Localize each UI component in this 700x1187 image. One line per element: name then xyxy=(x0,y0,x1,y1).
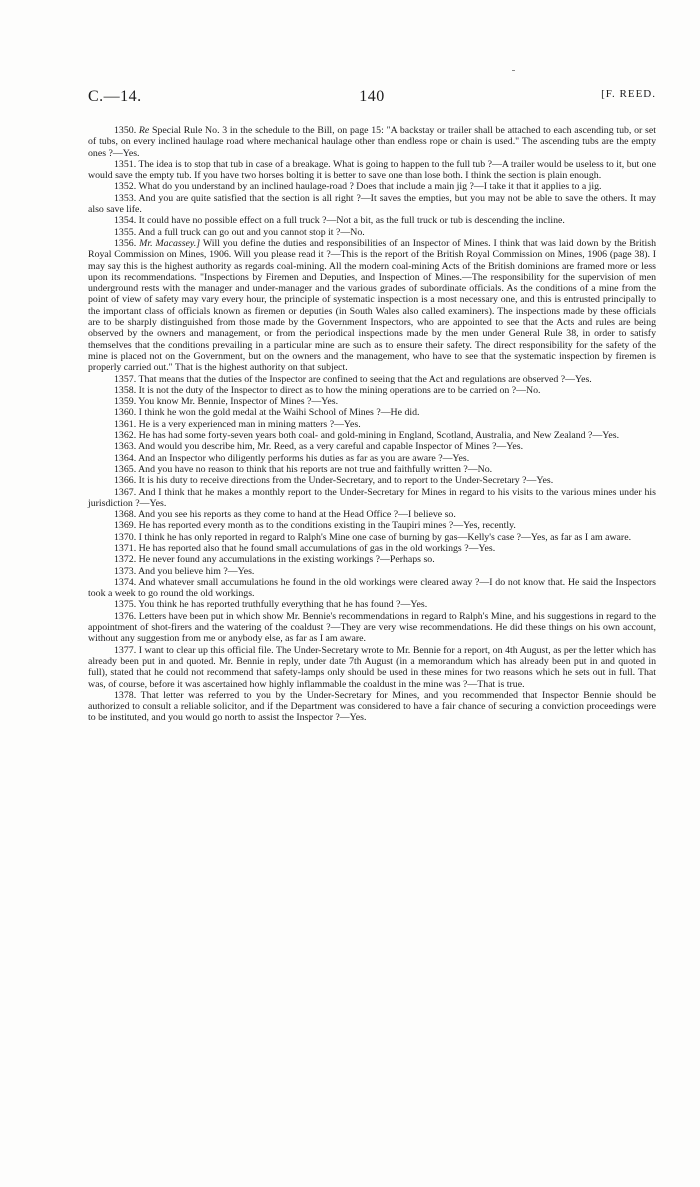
question-number: 1376. xyxy=(114,610,137,622)
question-paragraph xyxy=(88,181,656,192)
witness-name: [F. REED. xyxy=(601,88,656,100)
question-text: It could have no possible effect on a full truck ?—Not a bit, as the full truck or tub is descending the incline. xyxy=(138,215,565,227)
question-paragraph xyxy=(88,577,656,600)
question-number: 1363. xyxy=(114,441,137,453)
question-number: 1354. xyxy=(114,215,137,227)
question-paragraph xyxy=(88,475,656,486)
page-header xyxy=(88,88,656,110)
question-text: He has reported also that he found small accumulations of gas in the old workings ?—Yes. xyxy=(138,542,496,554)
document-body xyxy=(88,125,656,724)
question-paragraph xyxy=(88,385,656,396)
question-number: 1352. xyxy=(114,181,137,193)
question-text: He has had some forty-seven years both coal- and gold-mining in England, Scotland, Australia, and New Zealand ?—Yes. xyxy=(138,430,620,442)
question-paragraph xyxy=(88,690,656,724)
question-number: 1371. xyxy=(114,542,137,554)
question-number: 1355. xyxy=(114,226,137,238)
question-text: What do you understand by an inclined haulage-road ? Does that include a main jig ?—I take it that it applies to a jig. xyxy=(138,181,602,193)
question-text: It is his duty to receive directions from the Under-Secretary, and to report to the Under-Secretary ?—Yes. xyxy=(138,475,554,487)
question-number: 1370. xyxy=(114,531,137,543)
question-number: 1364. xyxy=(114,452,137,464)
question-number: 1359. xyxy=(114,396,137,408)
question-text: I think he has only reported in regard to Ralph's Mine one case of burning by gas—Kelly's case ?—Yes, as far as I am aware. xyxy=(138,531,632,543)
question-number: 1377. xyxy=(114,644,137,656)
question-number: 1353. xyxy=(114,192,137,204)
question-text: Letters have been put in which show Mr. Bennie's recommendations in regard to Ralph's Mine, and his suggestions in regard to the appointment of shot-firers and the watering of the coaldust ?—They are very wise recommendations. He did these things on his own account, without any suggestion from me or anybody else, as far as I am aware. xyxy=(88,610,656,645)
question-text: He has reported every month as to the conditions existing in the Taupiri mines ?—Yes, recently. xyxy=(138,520,516,532)
question-paragraph xyxy=(88,464,656,475)
page-number: 140 xyxy=(359,88,385,105)
question-text: And would you describe him, Mr. Reed, as a very careful and capable Inspector of Mines ?—Yes. xyxy=(138,441,524,453)
question-paragraph xyxy=(88,566,656,577)
question-paragraph xyxy=(88,487,656,510)
question-paragraph xyxy=(88,599,656,610)
question-number: 1373. xyxy=(114,565,137,577)
question-paragraph xyxy=(88,611,656,645)
question-paragraph xyxy=(88,374,656,385)
question-text: It is not the duty of the Inspector to direct as to how the mining operations are to be carried on ?—No. xyxy=(138,384,541,396)
question-paragraph xyxy=(88,125,656,159)
question-paragraph xyxy=(88,509,656,520)
scan-speck xyxy=(512,70,515,71)
question-paragraph xyxy=(88,453,656,464)
question-paragraph xyxy=(88,441,656,452)
question-text: I want to clear up this official file. The Under-Secretary wrote to Mr. Bennie for a report, on 4th August, as per the letter which has already been put in and quoted. Mr. Bennie in reply, under date 7th August (in a memorandum which has already been put in and quoted in full), stated that he could not recommend that safety-lamps only should be used in these mines for two reasons which he sets out in full. That was, of course, before it was ascertained how highly inflammable the coaldust in the mine was ?—That is true. xyxy=(88,644,656,690)
question-text: The idea is to stop that tub in case of a breakage. What is going to happen to the full tub ?—A trailer would be useless to it, but one would save the empty tub. If you have two horses bolting it is better to save one than lose both. I think the section is plain enough. xyxy=(88,158,656,182)
question-text: You think he has reported truthfully everything that he has found ?—Yes. xyxy=(138,599,428,611)
question-number: 1367. xyxy=(114,486,137,498)
question-text: That letter was referred to you by the Under-Secretary for Mines, and you recommended that Inspector Bennie should be authorized to consult a reliable solicitor, and if the Department was considered to have a fair chance of securing a conviction proceedings were to be instituted, and you would go north to assist the Inspector ?—Yes. xyxy=(88,689,656,724)
question-number: 1368. xyxy=(114,509,137,521)
question-number: 1366. xyxy=(114,475,137,487)
question-text: And you see his reports as they come to hand at the Head Office ?—I believe so. xyxy=(138,509,456,521)
question-text: And a full truck can go out and you cannot stop it ?—No. xyxy=(138,226,365,238)
question-number: 1356. xyxy=(114,237,137,249)
question-number: 1361. xyxy=(114,418,137,430)
question-number: 1357. xyxy=(114,373,137,385)
question-paragraph xyxy=(88,159,656,182)
question-paragraph xyxy=(88,193,656,216)
question-number: 1372. xyxy=(114,554,137,566)
question-number: 1378. xyxy=(114,689,137,701)
question-text: And you are quite satisfied that the section is all right ?—It saves the empties, but you may not be able to save the others. It may also save life. xyxy=(88,192,656,216)
question-paragraph xyxy=(88,430,656,441)
question-number: 1360. xyxy=(114,407,137,419)
question-paragraph xyxy=(88,215,656,226)
question-text: He never found any accumulations in the existing workings ?—Perhaps so. xyxy=(138,554,435,566)
question-text: And an Inspector who diligently performs his duties as far as you are aware ?—Yes. xyxy=(138,452,470,464)
question-number: 1375. xyxy=(114,599,137,611)
question-paragraph xyxy=(88,238,656,374)
question-text: Special Rule No. 3 in the schedule to the Bill, on page 15: "A backstay or trailer shall be attached to each ascending tub, or set of tubs, on every inclined haulage road where mechanical haulage other than endless rope or chain is used." The ascending tubs are the empty ones ?—Yes. xyxy=(88,125,656,159)
question-paragraph xyxy=(88,407,656,418)
question-paragraph xyxy=(88,419,656,430)
question-number: 1369. xyxy=(114,520,137,532)
document-reference: C.—14. xyxy=(88,88,142,105)
question-text: He is a very experienced man in mining matters ?—Yes. xyxy=(138,418,361,430)
question-text: You know Mr. Bennie, Inspector of Mines ?—Yes. xyxy=(138,396,339,408)
question-number: 1358. xyxy=(114,384,137,396)
question-text: And whatever small accumulations he found in the old workings were cleared away ?—I do not know that. He said the Inspectors took a week to go round the old workings. xyxy=(88,576,656,600)
question-number: 1351. xyxy=(114,158,137,170)
question-number: 1350. xyxy=(114,125,137,136)
question-paragraph xyxy=(88,645,656,690)
question-paragraph xyxy=(88,554,656,565)
question-number: 1362. xyxy=(114,430,137,442)
question-paragraph xyxy=(88,532,656,543)
speaker-note: Re xyxy=(138,125,150,136)
question-text: And you have no reason to think that his reports are not true and faithfully written ?—No. xyxy=(138,463,493,475)
question-number: 1365. xyxy=(114,463,137,475)
question-paragraph xyxy=(88,520,656,531)
question-text: And I think that he makes a monthly report to the Under-Secretary for Mines in regard to his visits to the various mines under his jurisdiction ?—Yes. xyxy=(88,486,656,509)
question-text: Will you define the duties and responsibilities of an Inspector of Mines. I think that was laid down by the British Royal Commission on Mines, 1906. Will you please read it ?—This is the report of the British Royal Commission on Mines, 1906 (page 38). I may say this is the highest authority as regards coal-mining. All the modern coal-mining Acts of the British dominions are framed more or less upon its recommendations. "Inspections by Firemen and Deputies, and Inspection of Mines.—The responsibility for the supervision of men underground rests with the manager and under-manager and the various grades of subordinate officials. As the conditions of a mine from the point of view of safety may vary every hour, the principle of systematic inspection is a most necessary one, and this is entrusted principally to the important class of officials known as firemen or deputies (in South Wales also called examiners). The inspections made by these officials are to be sharply distinguished from those made by the Government Inspectors, who are appointed to see that the Acts and rules are being observed by the owners and management, or from the periodical inspections made by the men under General Rule 38, in order to satisfy themselves that the conditions prevailing in a particular mine are such as to ensure their safety. The direct responsibility for the safety of the mine is placed not on the Government, but on the owners and the management, who have to see that the systematic inspection by firemen is properly carried out." That is the highest authority on that subject. xyxy=(88,237,657,374)
question-text: And you believe him ?—Yes. xyxy=(138,565,255,577)
question-paragraph xyxy=(88,227,656,238)
speaker-note: Mr. Macassey.] xyxy=(139,237,201,249)
question-text: That means that the duties of the Inspector are confined to seeing that the Act and regulations are observed ?—Yes. xyxy=(138,373,592,385)
question-text: I think he won the gold medal at the Waihi School of Mines ?—He did. xyxy=(138,407,420,419)
question-number: 1374. xyxy=(114,576,137,588)
question-paragraph xyxy=(88,396,656,407)
question-paragraph xyxy=(88,543,656,554)
